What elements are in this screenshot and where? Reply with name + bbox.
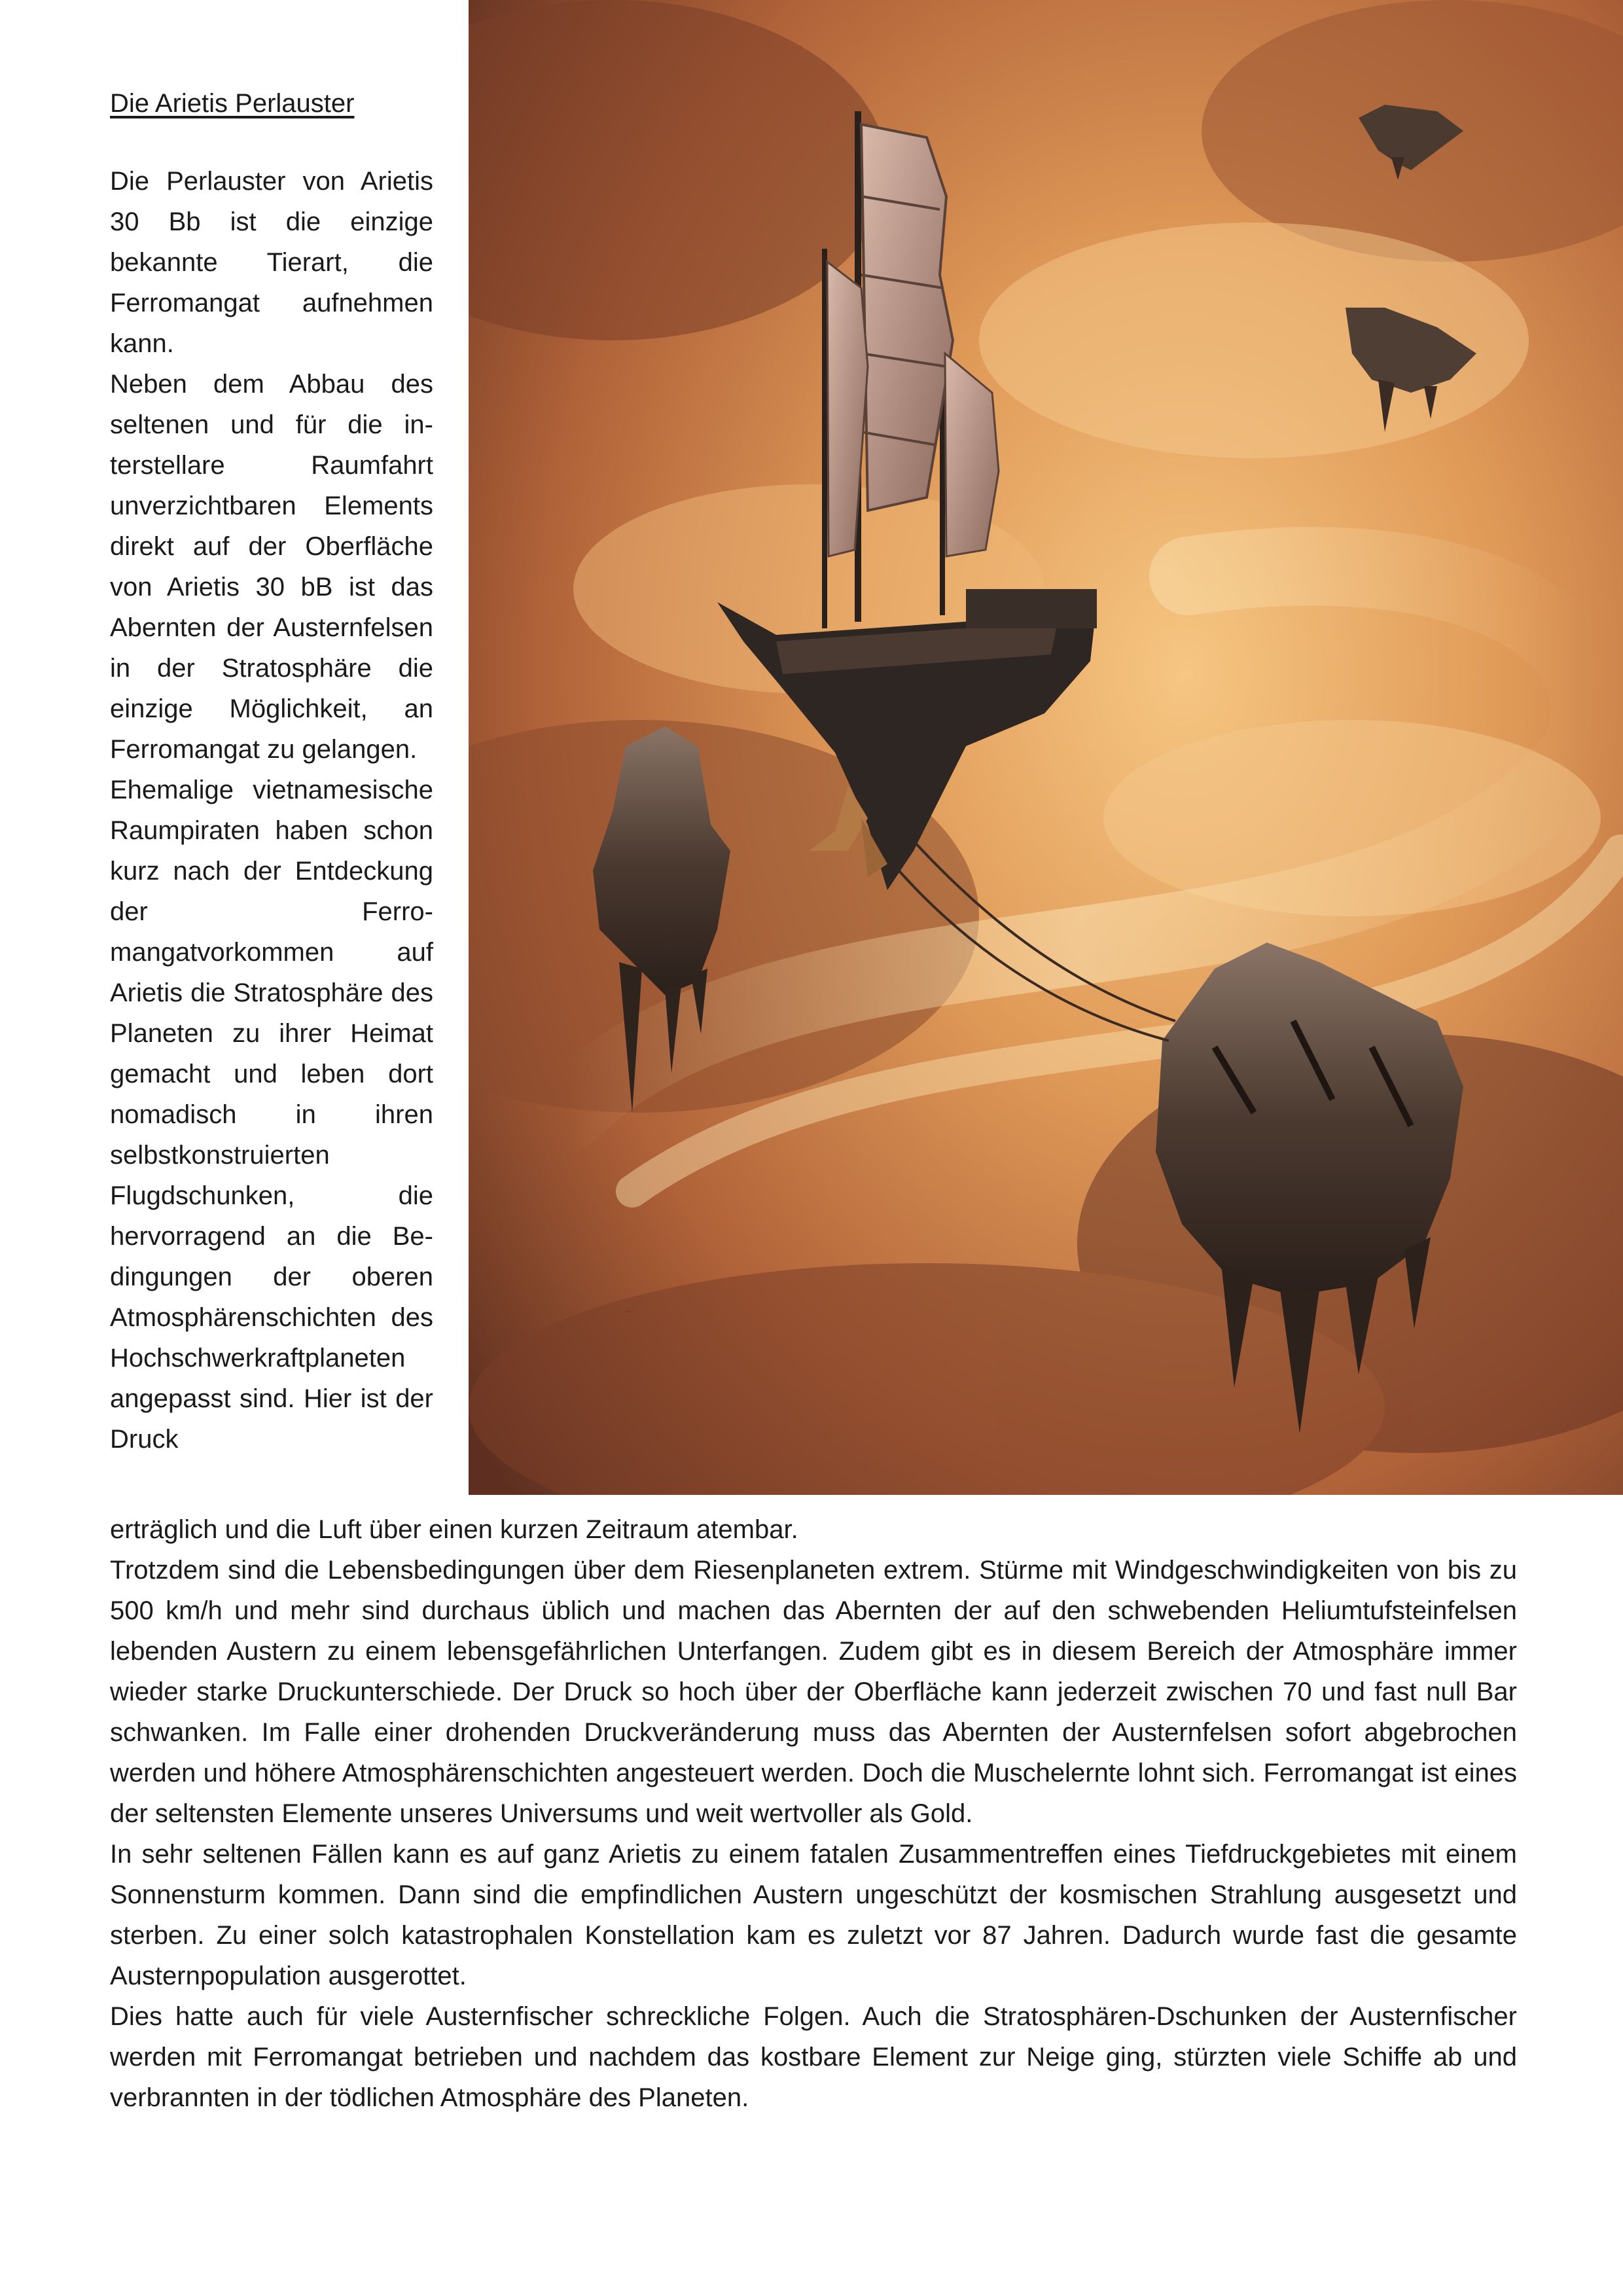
intro-column xyxy=(110,161,433,1460)
paragraph: Die Perlauster von Arietis 30 Bb ist die einzige bekannte Tierart, die Ferromangat aufnehmen kann. xyxy=(110,167,433,358)
illustration-svg xyxy=(469,0,1623,1495)
body-text xyxy=(110,1509,1517,2118)
paragraph: Ehemalige vietnamesische Raumpiraten haben schon kurz nach der Entdeckung der Ferromangatvorkommen auf Arietis die Stratosphäre des Planeten zu ihrer Heimat gemacht und leben dort nomadisch in ihren selbstkonstruierten Flugdschunken, die hervorragend an die Bedingungen der oberen Atmosphärenschichten des Hochschwerkraftplaneten angepasst sind. Hier ist der Druck xyxy=(110,776,433,1454)
paragraph: Trotzdem sind die Lebensbedingungen über dem Riesenplaneten extrem. Stürme mit Windgeschwindigkeiten von bis zu 500 km/h und mehr sind durchaus üblich und machen das Abernten der auf den schwebenden Heliumtufsteinfelsen lebenden Austern zu einem lebensgefährlichen Unterfangen. Zudem gibt es in diesem Bereich der Atmosphäre immer wieder starke Druckunterschiede. Der Druck so hoch über der Oberfläche kann jederzeit zwischen 70 und fast null Bar schwanken. Im Falle einer drohenden Druckveränderung muss das Abernten der Austernfelsen sofort abgebrochen werden und höhere Atmosphärenschichten angesteuert werden. Doch die Muschelernte lohnt sich. Ferromangat ist eines der seltensten Elemente unseres Universums und weit wertvoller als Gold. xyxy=(110,1556,1517,1828)
ship-illustration xyxy=(469,0,1623,1495)
paragraph: erträglich und die Luft über einen kurzen Zeitraum atembar. xyxy=(110,1515,798,1544)
paragraph: Dies hatte auch für viele Austernfischer schreckliche Folgen. Auch die Stratosphären-Dschunken der Austernfischer werden mit Ferromangat betrieben und nachdem das kostbare Element zur Neige ging, stürzten viele Schiffe ab und verbrannten in der tödlichen Atmosphäre des Planeten. xyxy=(110,2002,1517,2112)
artist-signature: ~ xyxy=(626,1305,632,1318)
paragraph: Neben dem Abbau des seltenen und für die interstellare Raumfahrt unverzichtbaren Elements direkt auf der Oberfläche von Arietis 30 bB ist das Abernten der Austernfelsen in der Stratosphäre die einzige Möglichkeit, an Ferromangat zu gelangen. xyxy=(110,370,433,764)
page-title: Die Arietis Perlauster xyxy=(110,89,355,118)
paragraph: In sehr seltenen Fällen kann es auf ganz Arietis zu einem fatalen Zusammentreffen eines Tiefdruckgebietes mit einem Sonnensturm kommen. Dann sind die empfindlichen Austern ungeschützt der kosmischen Strahlung ausgesetzt und sterben. Zu einer solch katastrophalen Konstellation kam es zuletzt vor 87 Jahren. Dadurch wurde fast die gesamte Austernpopulation ausgerottet. xyxy=(110,1840,1517,1990)
